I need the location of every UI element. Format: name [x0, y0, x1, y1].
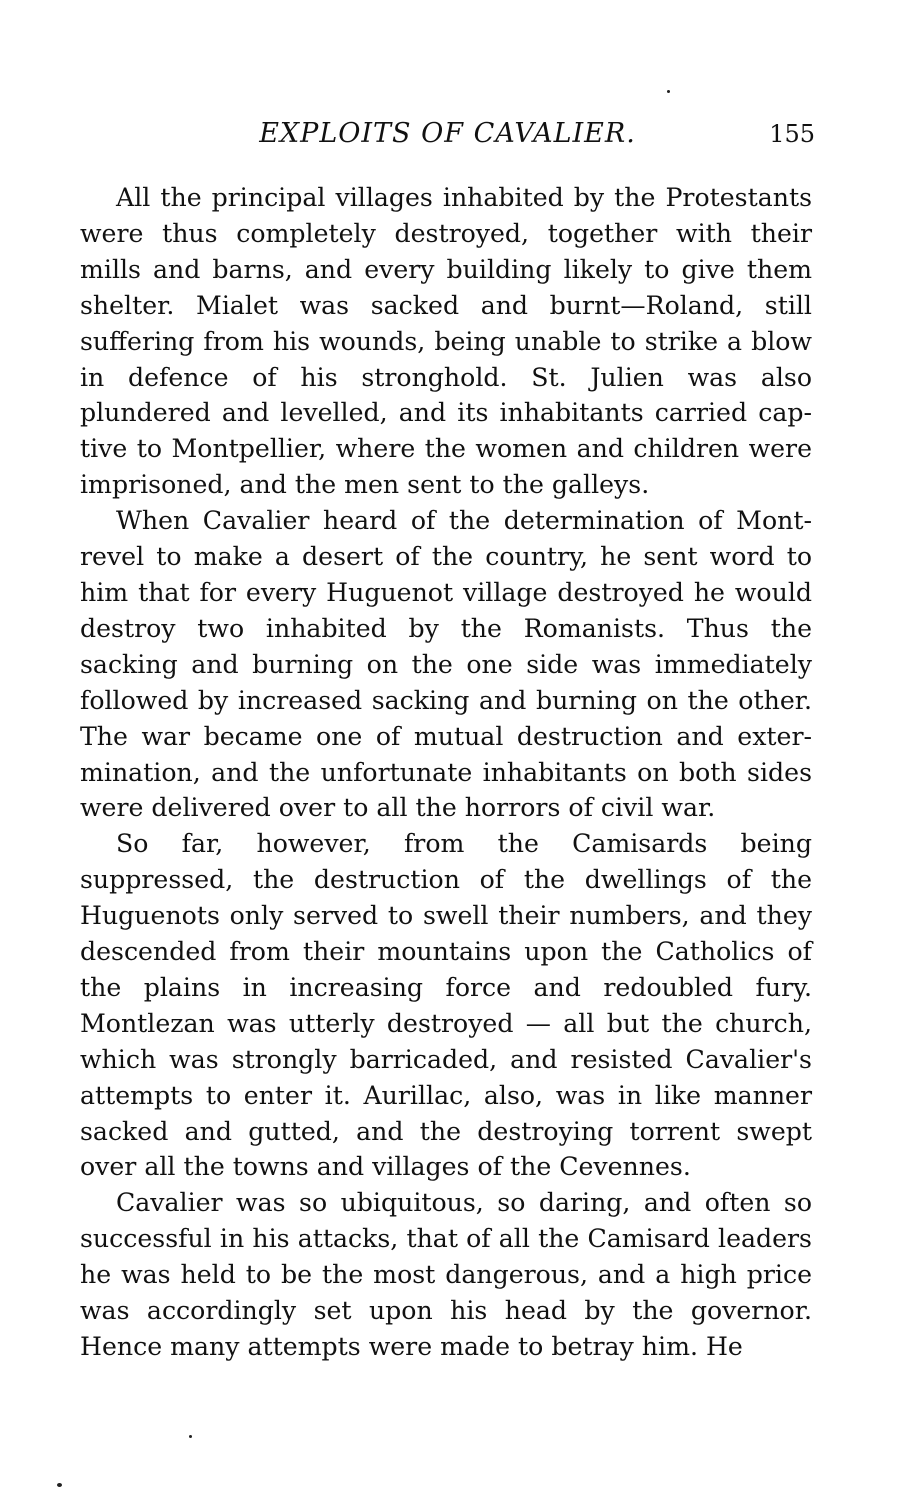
paragraph-1: All the principal villages inhabited by the Protestants were thus completely destroyed, together with their mills and barns, and every building likely to give them shelter. Mialet was sacked and burnt—Roland, still suffering from his wounds, being unable to strike a blow in defence of his stronghold. St. Julien was also plundered and levelled, and its inhabitants carried captive to Montpellier, where the women and children were imprisoned, and the men sent to the galleys.: [80, 183, 812, 500]
paragraph-4: Cavalier was so ubiquitous, so daring, and often so successful in his attacks, that of all the Camisard leaders he was held to be the most dangerous, and a high price was accordingly set upon his head by the governor. Hence many attempts were made to betray him. He: [80, 1188, 812, 1361]
running-head: [80, 118, 815, 158]
paragraph-3: So far, however, from the Camisards being suppressed, the destruction of the dwellings of the Huguenots only served to swell their numbers, and they descended from their mountains upon the Catholics of the plains in increasing force and redoubled fury. Montlezan was utterly destroyed — all but the church, which was strongly barricaded, and resisted Cavalier's attempts to enter it. Aurillac, also, was in like manner sacked and gutted, and the destroying torrent swept over all the towns and villages of the Cevennes.: [80, 829, 812, 1182]
paper-speck-bottom: [189, 1435, 192, 1438]
paper-speck-top: [667, 90, 670, 93]
body-text: [80, 180, 812, 1365]
page-number: 155: [769, 120, 815, 148]
paper-speck-corner: [57, 1483, 62, 1487]
paragraph-2: When Cavalier heard of the determination of Montrevel to make a desert of the country, he sent word to him that for every Huguenot village destroyed he would destroy two inhabited by the Romanists. Thus the sacking and burning on the one side was immediately followed by increased sacking and burning on the other. The war became one of mutual destruction and extermination, and the unfortunate inhabitants on both sides were delivered over to all the horrors of civil war.: [80, 506, 812, 823]
running-title: EXPLOITS OF CAVALIER.: [259, 118, 636, 149]
